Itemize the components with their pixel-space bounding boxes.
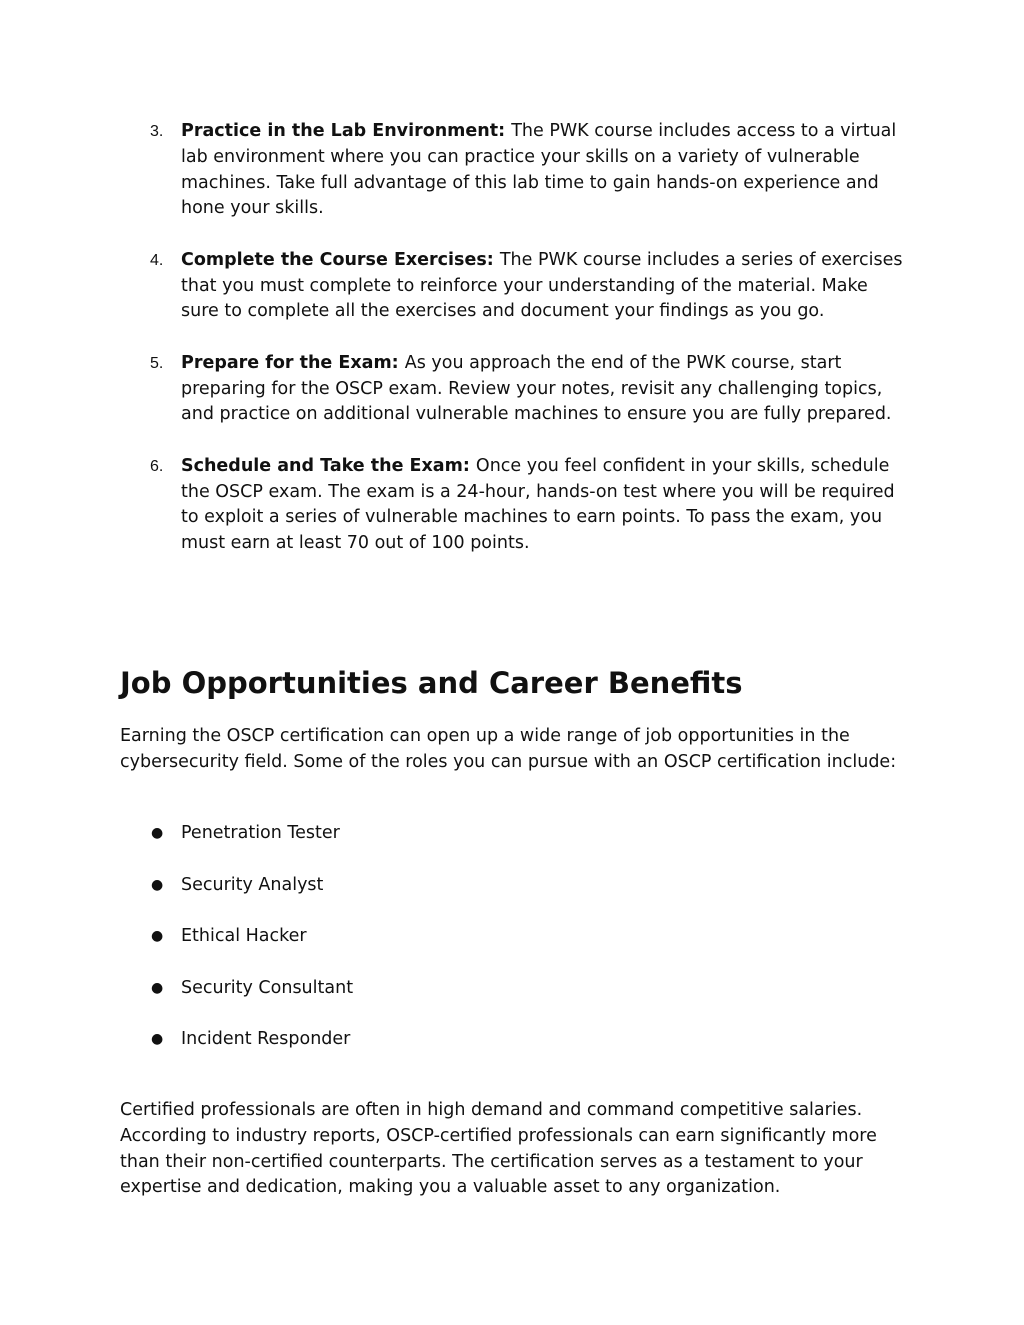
step-text: Once you feel confident in your skills, schedule the OSCP exam. The exam is a 24-hour, hands-on test where you will be required to exploit a series of vulnerable machines to earn points. To pass the exam, you must earn at least 70 out of 100 points. (181, 455, 895, 554)
list-item (0, 1027, 353, 1079)
role-label: Ethical Hacker (181, 926, 307, 947)
list-item (0, 873, 353, 925)
role-label: Penetration Tester (181, 823, 340, 843)
step-text: The PWK course includes a series of exercises that you must complete to reinforce your understanding of the material. Make sure to complete all the exercises and document your findings as you go. (181, 249, 903, 322)
list-item (0, 924, 353, 976)
step-title: Prepare for the Exam: (181, 352, 405, 373)
role-label: Incident Responder (181, 1029, 351, 1050)
role-label: Security Analyst (181, 874, 324, 895)
step-item (0, 454, 905, 557)
step-number: 4. (150, 251, 164, 269)
bullet-icon: ● (151, 928, 164, 945)
step-text: The PWK course includes access to a virtual lab environment where you can practice your skills on a variety of vulnerable machines. Take full advantage of this lab time to gain hands-on experience and hone your skills. (181, 121, 897, 219)
section-heading: Job Opportunities and Career Benefits (120, 666, 743, 700)
bullet-icon: ● (151, 979, 164, 996)
steps-list (0, 119, 1024, 583)
role-label: Security Consultant (181, 977, 354, 998)
step-number: 5. (150, 354, 164, 372)
step-title: Practice in the Lab Environment: (181, 121, 512, 141)
list-item (0, 821, 353, 873)
step-item (0, 248, 905, 325)
step-text: As you approach the end of the PWK course, start preparing for the OSCP exam. Review your notes, revisit any challenging topics, and practice on additional vulnerable machines to ensure you are fully prepared. (181, 352, 892, 425)
step-number: 6. (150, 457, 164, 475)
step-item (0, 119, 905, 222)
bullet-icon: ● (151, 1031, 164, 1048)
step-title: Schedule and Take the Exam: (181, 455, 476, 476)
intro-paragraph: Earning the OSCP certification can open up a wide range of job opportunities in the cybersecurity field. Some of the roles you can pursue with an OSCP certification include: (120, 726, 897, 772)
closing-paragraph: Certified professionals are often in high demand and command competitive salaries. According to industry reports, OSCP-certified professionals can earn significantly more than their non-certified counterparts. The certification serves as a testament to your expertise and dedication, making you a valuable asset to any organization. (120, 1100, 877, 1198)
step-number: 3. (150, 123, 164, 140)
bullet-icon: ● (151, 825, 164, 841)
step-item (0, 351, 905, 428)
roles-list (0, 821, 353, 1079)
list-item (0, 976, 353, 1028)
bullet-icon: ● (151, 876, 164, 893)
step-title: Complete the Course Exercises: (181, 249, 500, 270)
